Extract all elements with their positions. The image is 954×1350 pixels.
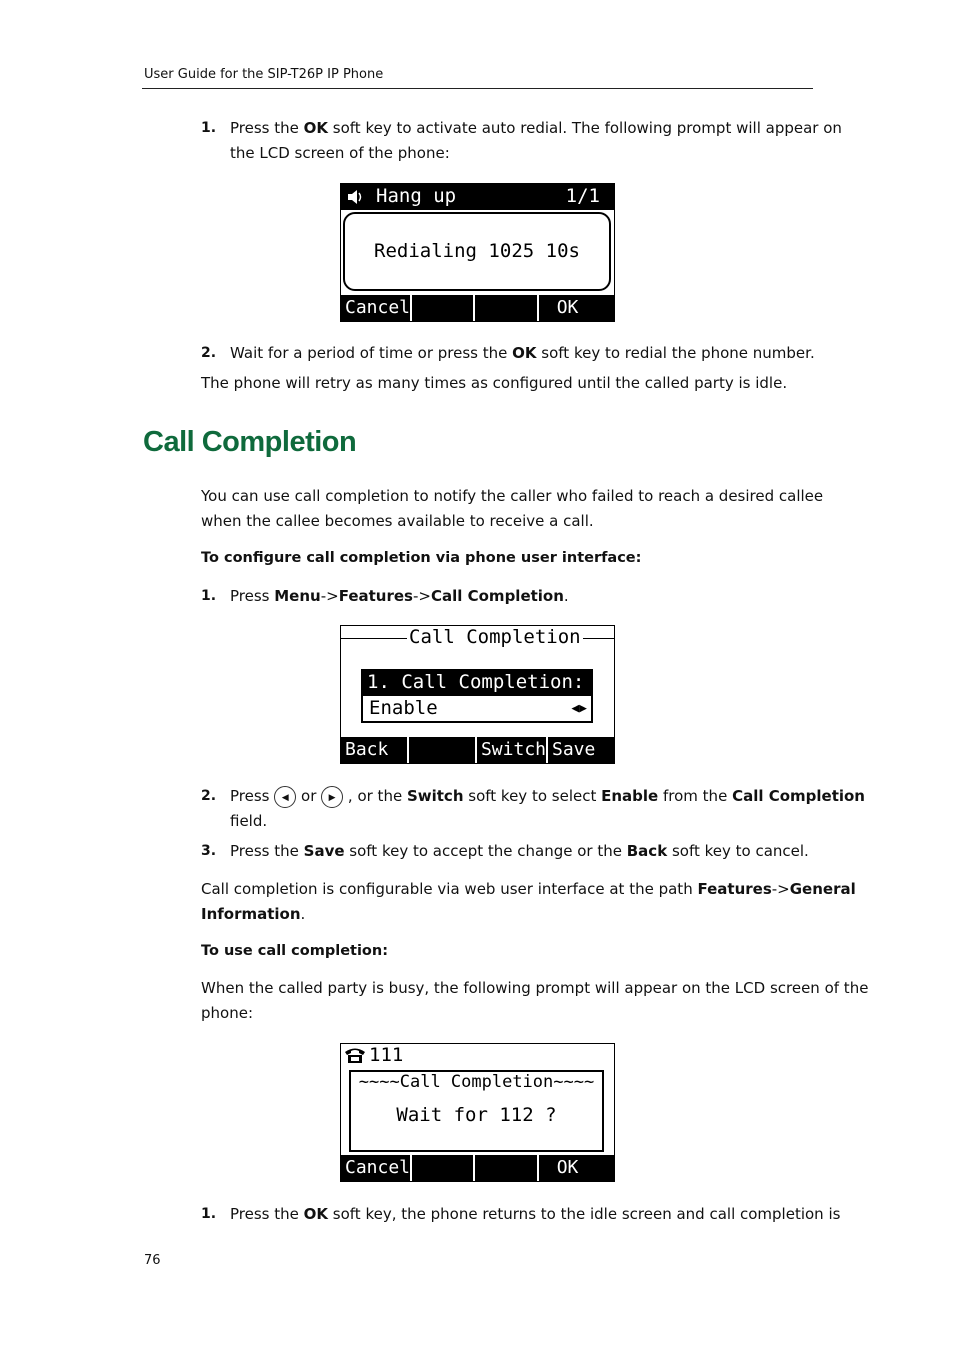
step-text-line2: the LCD screen of the phone:: [230, 144, 450, 162]
ok-key-label: OK: [512, 344, 537, 362]
text-run: .: [300, 905, 306, 923]
header-rule: [142, 88, 813, 89]
step-text: [230, 116, 842, 141]
section-title: Call Completion: [143, 426, 357, 458]
step-number: 1.: [201, 1206, 217, 1222]
softkey-empty: [475, 1155, 538, 1181]
lcd-title-bar: [341, 184, 614, 210]
text-run: Press the: [230, 842, 304, 860]
text-run: Call completion is configurable via web user interface at the path: [201, 880, 698, 898]
text-run: Press: [230, 587, 275, 605]
step-number: 1.: [201, 588, 217, 604]
step-text: [230, 1202, 840, 1227]
lcd-title: Hang up: [376, 185, 457, 207]
web-note-line2: [201, 902, 305, 927]
use-intro-line1: When the called party is busy, the following prompt will appear on the LCD screen of the: [201, 979, 869, 997]
lcd-counter: 1/1: [565, 185, 600, 207]
menu-path: Features: [697, 880, 772, 898]
step-number: 1.: [201, 120, 217, 136]
back-key-label: Back: [626, 842, 668, 860]
text-run: , or the: [343, 787, 407, 805]
softkey-cancel: Cancel: [341, 1155, 412, 1181]
softkey-save: Save: [552, 739, 596, 760]
softkey-ok: OK: [556, 1157, 579, 1178]
softkey-empty: [475, 295, 538, 321]
text-run: soft key to redial the phone number.: [536, 344, 815, 362]
path-separator: ->: [771, 880, 790, 898]
text-run: soft key to select: [463, 787, 602, 805]
line-number: 111: [369, 1044, 404, 1066]
save-key-label: Save: [303, 842, 345, 860]
menu-path: Features: [338, 587, 413, 605]
dialog-message: Wait for 112 ?: [396, 1104, 557, 1126]
step-number: 2.: [201, 345, 217, 361]
ok-key-label: OK: [303, 119, 329, 137]
running-header: User Guide for the SIP-T26P IP Phone: [144, 67, 384, 82]
step-number: 3.: [201, 843, 217, 859]
page-number: 76: [144, 1253, 161, 1268]
use-heading: To use call completion:: [201, 943, 389, 959]
softkey-empty: [412, 295, 475, 321]
lcd-screen-call-completion: [340, 625, 615, 764]
switch-key-label: Switch: [406, 787, 464, 805]
text-run: from the: [658, 787, 733, 805]
menu-path: Information: [201, 905, 301, 923]
lcd-message: Redialing 1025 10s: [374, 240, 580, 262]
step-text: [230, 839, 809, 864]
enable-label: Enable: [601, 787, 659, 805]
text-run: Press the: [230, 119, 304, 137]
path-separator: ->: [413, 587, 431, 605]
menu-path: General: [789, 880, 856, 898]
step-text-line2: field.: [230, 812, 268, 830]
text-run: soft key to activate auto redial. The following prompt will appear on: [328, 119, 842, 137]
softkey-bar: [341, 737, 614, 763]
step-number: 2.: [201, 788, 217, 804]
step-text: [230, 584, 569, 609]
text-run: Press: [230, 787, 275, 805]
intro-line1: You can use call completion to notify the caller who failed to reach a desired callee: [201, 487, 824, 505]
menu-path: Call Completion: [430, 587, 564, 605]
step-text: [230, 341, 815, 366]
lcd-title: Call Completion: [409, 626, 581, 648]
left-nav-key-icon: ◀: [274, 786, 296, 808]
intro-line2: when the callee becomes available to receive a call.: [201, 512, 594, 530]
retry-note: The phone will retry as many times as configured until the called party is idle.: [201, 374, 788, 392]
phone-icon: [343, 1046, 367, 1068]
text-run: soft key to accept the change or the: [344, 842, 627, 860]
softkey-switch: Switch: [477, 737, 548, 763]
web-note: [201, 877, 856, 902]
lcd-message-box: [343, 212, 611, 291]
softkey-ok: OK: [556, 297, 579, 318]
softkey-bar: [341, 1155, 614, 1181]
right-nav-key-icon: ▶: [321, 786, 343, 808]
ok-key-label: OK: [303, 1205, 329, 1223]
speaker-icon: [347, 188, 365, 210]
menu-path: Menu: [274, 587, 321, 605]
lcd-screen-wait: [340, 1043, 615, 1182]
step-text: [230, 784, 865, 809]
text-run: Press the: [230, 1205, 304, 1223]
dialog-box: [349, 1070, 604, 1152]
text-run: or: [296, 787, 322, 805]
softkey-back: Back: [341, 737, 409, 763]
use-intro-line2: phone:: [201, 1004, 253, 1022]
value-text: Enable: [369, 697, 438, 719]
path-separator: ->: [320, 587, 339, 605]
menu-item-selected: 1. Call Completion:: [361, 669, 593, 696]
softkey-empty: [412, 1155, 475, 1181]
dialog-title: ~~~~Call Completion~~~~: [358, 1072, 595, 1092]
softkey-bar: [341, 295, 614, 321]
left-right-arrows-icon: ◀▶: [571, 701, 587, 716]
text-run: soft key, the phone returns to the idle screen and call completion is: [328, 1205, 841, 1223]
lcd-screen-redial: [340, 183, 615, 322]
softkey-cancel: Cancel: [341, 295, 412, 321]
softkey-empty: [409, 737, 477, 763]
text-run: .: [563, 587, 569, 605]
configure-heading: To configure call completion via phone user interface:: [201, 550, 642, 566]
text-run: soft key to cancel.: [667, 842, 809, 860]
field-label: Call Completion: [732, 787, 865, 805]
text-run: Wait for a period of time or press the: [230, 344, 513, 362]
value-field: [361, 696, 593, 723]
